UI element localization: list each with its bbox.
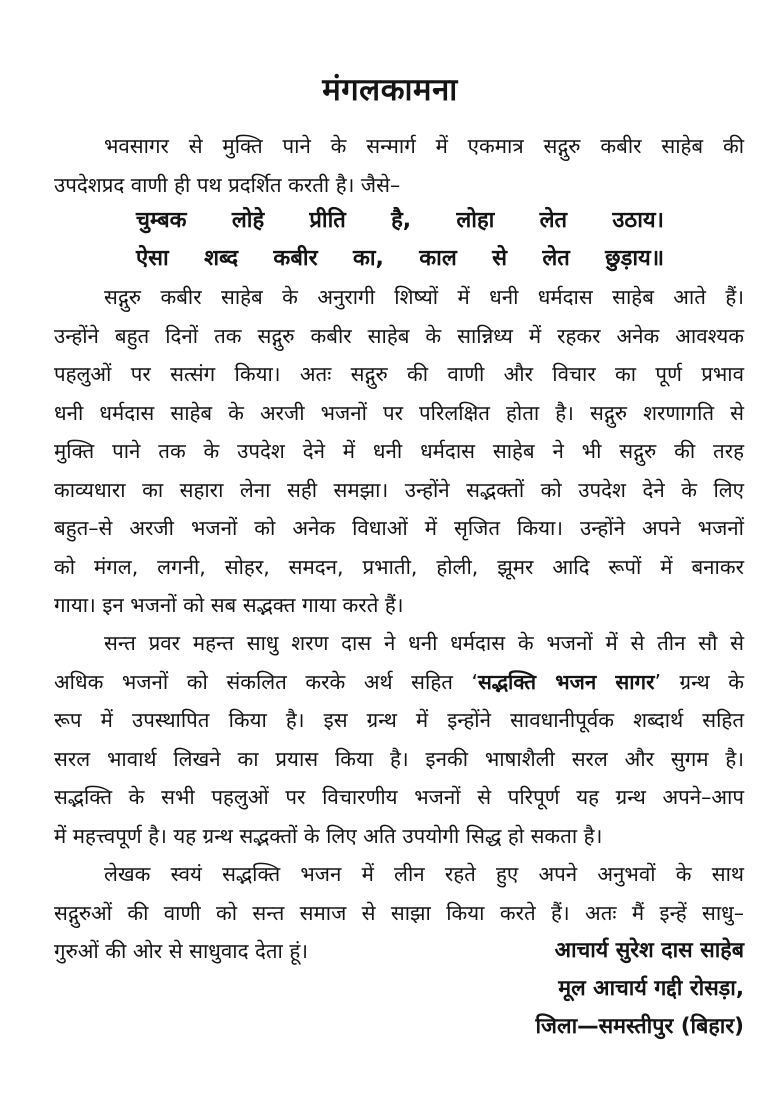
couplet-line: ऐसा शब्द कबीर का, काल से लेत छुड़ाय॥: [136, 246, 664, 271]
text-line: रूप में उपस्थापित किया है। इस ग्रन्थ में इन्होंने सावधानीपूर्वक शब्दार्थ सहित: [54, 708, 744, 732]
text-segment: ’ ग्रन्थ के: [654, 669, 745, 694]
book-title: सद्भक्ति भजन सागर: [478, 669, 655, 694]
signatory-name: आचार्य सुरेश दास साहेब: [554, 938, 744, 963]
text-line: में महत्त्वपूर्ण है। यह ग्रन्थ सद्भक्तों के लिए अति उपयोगी सिद्ध हो सकता है।: [54, 823, 603, 848]
text-line: सद्भक्ति के सभी पहलुओं पर विचारणीय भजनों से परिपूर्ण यह ग्रन्थ अपने–आप: [54, 785, 744, 809]
signature-block: [535, 932, 744, 1046]
paragraph-2: [54, 278, 744, 625]
couplet: [136, 202, 664, 278]
text-line: सन्त प्रवर महन्त साधु शरण दास ने धनी धर्मदास के भजनों में से तीन सौ से: [104, 631, 744, 655]
text-line: गाया। इन भजनों को सब सद्भक्त गाया करते हैं।: [54, 593, 404, 617]
text-line: मुक्ति पाने तक के उपदेश देने में धनी धर्मदास साहेब ने भी सद्गुरु की तरह: [54, 439, 744, 463]
page-title: मंगलकामना: [322, 72, 458, 108]
text-line: सद्गुरुओं की वाणी को सन्त समाज से साझा किया करते हैं। अतः मैं इन्हें साधु–: [54, 900, 744, 925]
couplet-line: चुम्बक लोहे प्रीति है, लोहा लेत उठाय।: [136, 208, 664, 233]
text-line: को मंगल, लगनी, सोहर, समदन, प्रभाती, होली, झूमर आदि रूपों में बनाकर: [54, 554, 744, 579]
text-line: लेखक स्वयं सद्भक्ति भजन में लीन रहते हुए अपने अनुभवों के साथ: [104, 862, 744, 886]
text-line: बहुत–से अरजी भजनों को अनेक विधाओं में सृजित किया। उन्होंने अपने भजनों: [54, 516, 744, 540]
text-line: [54, 663, 744, 702]
text-line: भवसागर से मुक्ति पाने के सन्मार्ग में एकमात्र सद्गुरु कबीर साहेब की: [104, 134, 744, 158]
text-line: धनी धर्मदास साहेब के अरजी भजनों पर परिलक्षित होता है। सद्गुरु शरणागति से: [54, 400, 744, 425]
text-line: गुरुओं की ओर से साधुवाद देता हूं।: [54, 939, 309, 963]
text-line: सद्गुरु कबीर साहेब के अनुरागी शिष्यों में धनी धर्मदास साहेब आते हैं।: [104, 285, 744, 309]
intro-paragraph: [54, 127, 744, 204]
text-line: पहलुओं पर सत्संग किया। अतः सद्गुरु की वाणी और विचार का पूर्ण प्रभाव: [54, 362, 744, 386]
signatory-location: जिला—समस्तीपुर (बिहार): [535, 1014, 744, 1039]
text-line: काव्यधारा का सहारा लेना सही समझा। उन्होंने सद्भक्तों को उपदेश देने के लिए: [54, 477, 744, 502]
text-line: सरल भावार्थ लिखने का प्रयास किया है। इनकी भाषाशैली सरल और सुगम है।: [54, 746, 744, 771]
text-line: उन्होंने बहुत दिनों तक सद्गुरु कबीर साहेब के सान्निध्य में रहकर अनेक आवश्यक: [54, 323, 744, 348]
signatory-position: मूल आचार्य गद्दी रोसड़ा,: [558, 976, 744, 1001]
paragraph-3: [54, 624, 744, 855]
text-line: उपदेशप्रद वाणी ही पथ प्रदर्शित करती है। जैसे–: [54, 172, 401, 197]
text-segment: अधिक भजनों को संकलित करके अर्थ सहित ‘: [54, 669, 478, 694]
